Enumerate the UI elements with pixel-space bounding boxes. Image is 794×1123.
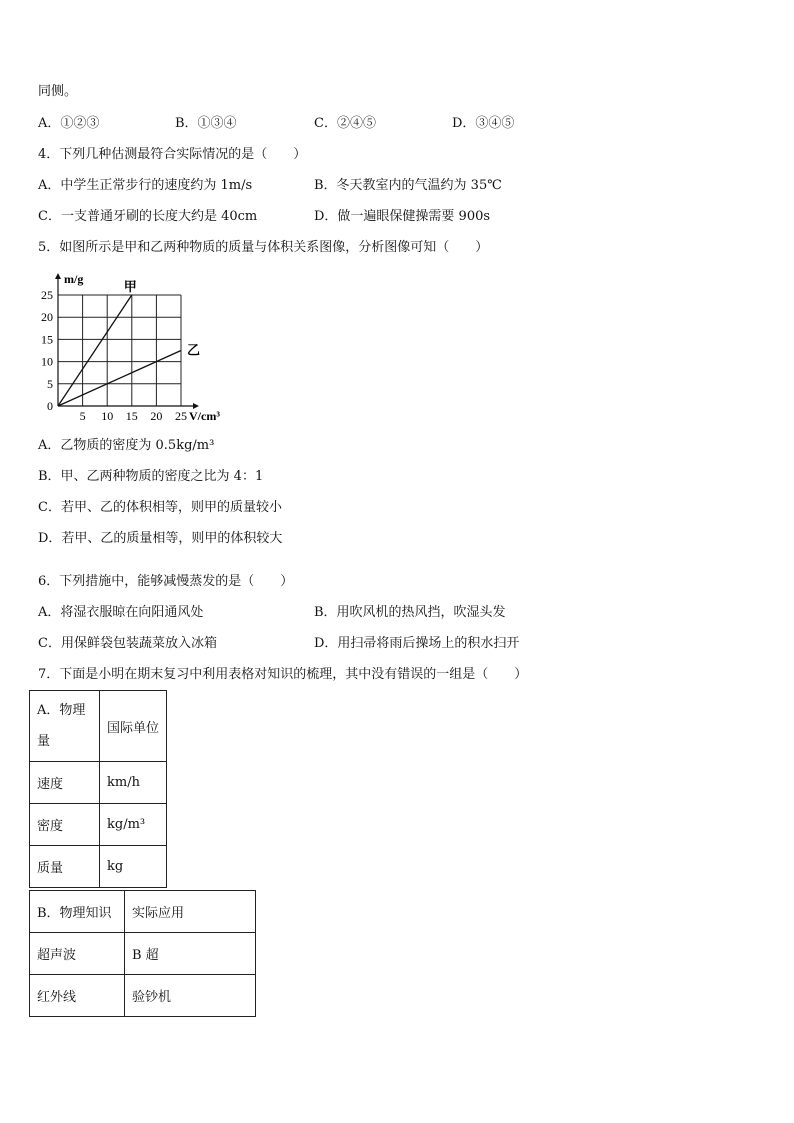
table-a-cell: km/h — [100, 762, 167, 804]
table-b-cell: 验钞机 — [125, 975, 256, 1017]
q6-option-c: C．用保鲜袋包装蔬菜放入冰箱 — [38, 636, 217, 651]
table-a-cell: 速度 — [30, 762, 100, 804]
origin-label: 0 — [47, 399, 53, 413]
table-b-cell: B 超 — [125, 933, 256, 975]
y-tick-label: 25 — [41, 288, 53, 302]
table-b-cell: 超声波 — [30, 933, 125, 975]
x-tick-label: 20 — [150, 409, 163, 423]
table-a-cell: kg — [100, 846, 167, 888]
q3-tail-text: 同侧。 — [38, 84, 78, 99]
table-a-header-row — [30, 691, 167, 762]
table-b-header-1: B．物理知识 — [30, 891, 125, 933]
table-a-header-2: 国际单位 — [100, 691, 167, 762]
table-row — [30, 762, 167, 804]
q3-option-b: B．①③④ — [175, 116, 237, 131]
x-tick-label: 15 — [125, 409, 138, 423]
q5-option-c: C．若甲、乙的体积相等，则甲的质量较小 — [38, 500, 282, 515]
table-a-cell: kg/m³ — [100, 804, 167, 846]
series-label: 乙 — [187, 342, 201, 358]
table-row — [30, 933, 256, 975]
table-b — [29, 890, 256, 1017]
q4-option-b: B．冬天教室内的气温约为 35℃ — [314, 178, 502, 193]
q4-option-d: D．做一遍眼保健操需要 900s — [314, 209, 491, 224]
y-tick-label: 10 — [41, 354, 53, 369]
x-tick-label: 25 — [175, 409, 187, 423]
q4-stem: 4．下列几种估测最符合实际情况的是（ ） — [38, 147, 307, 162]
y-tick-label: 5 — [47, 376, 53, 391]
table-a-cell: 密度 — [30, 804, 100, 846]
q6-option-a: A．将湿衣服晾在向阳通风处 — [38, 605, 204, 620]
table-b-header-row — [30, 891, 256, 933]
q4-option-a: A．中学生正常步行的速度约为 1m/s — [38, 178, 253, 193]
q4-option-c: C．一支普通牙刷的长度大约是 40cm — [38, 209, 258, 224]
x-tick-label: 5 — [79, 409, 86, 423]
q6-stem: 6．下列措施中，能够减慢蒸发的是（ ） — [38, 574, 294, 589]
q3-option-c: C．②④⑤ — [314, 116, 376, 131]
q5-option-b: B．甲、乙两种物质的密度之比为 4：1 — [38, 469, 264, 484]
y-tick-label: 20 — [41, 310, 53, 325]
table-row — [30, 804, 167, 846]
table-row — [30, 975, 256, 1017]
table-b-cell: 红外线 — [30, 975, 125, 1017]
series-label: 甲 — [123, 279, 137, 294]
table-a-header-cell-1 — [30, 691, 100, 762]
table-row — [30, 846, 167, 888]
table-a-header-1: A．物理量 — [37, 703, 86, 749]
mass-volume-chart — [0, 265, 260, 430]
q5-option-d: D．若甲、乙的质量相等，则甲的体积较大 — [38, 531, 283, 546]
q6-option-b: B．用吹风机的热风挡，吹湿头发 — [314, 605, 506, 620]
q5-option-a: A．乙物质的密度为 0.5kg/m³ — [38, 438, 215, 453]
y-axis-label: m/g — [64, 272, 84, 286]
table-a-cell: 质量 — [30, 846, 100, 888]
q3-option-d: D．③④⑤ — [452, 116, 515, 131]
x-tick-label: 10 — [101, 409, 114, 423]
q7-stem: 7．下面是小明在期末复习中利用表格对知识的梳理，其中没有错误的一组是（ ） — [38, 667, 528, 682]
table-b-header-2: 实际应用 — [125, 891, 256, 933]
x-axis-label: V/cm³ — [189, 409, 220, 423]
y-tick-label: 15 — [41, 332, 53, 347]
table-a — [29, 690, 167, 888]
q5-stem: 5．如图所示是甲和乙两种物质的质量与体积关系图像，分析图像可知（ ） — [38, 240, 489, 255]
q3-option-a: A．①②③ — [38, 116, 100, 131]
q6-option-d: D．用扫帚将雨后操场上的积水扫开 — [314, 636, 520, 651]
y-axis-arrow — [55, 273, 61, 279]
